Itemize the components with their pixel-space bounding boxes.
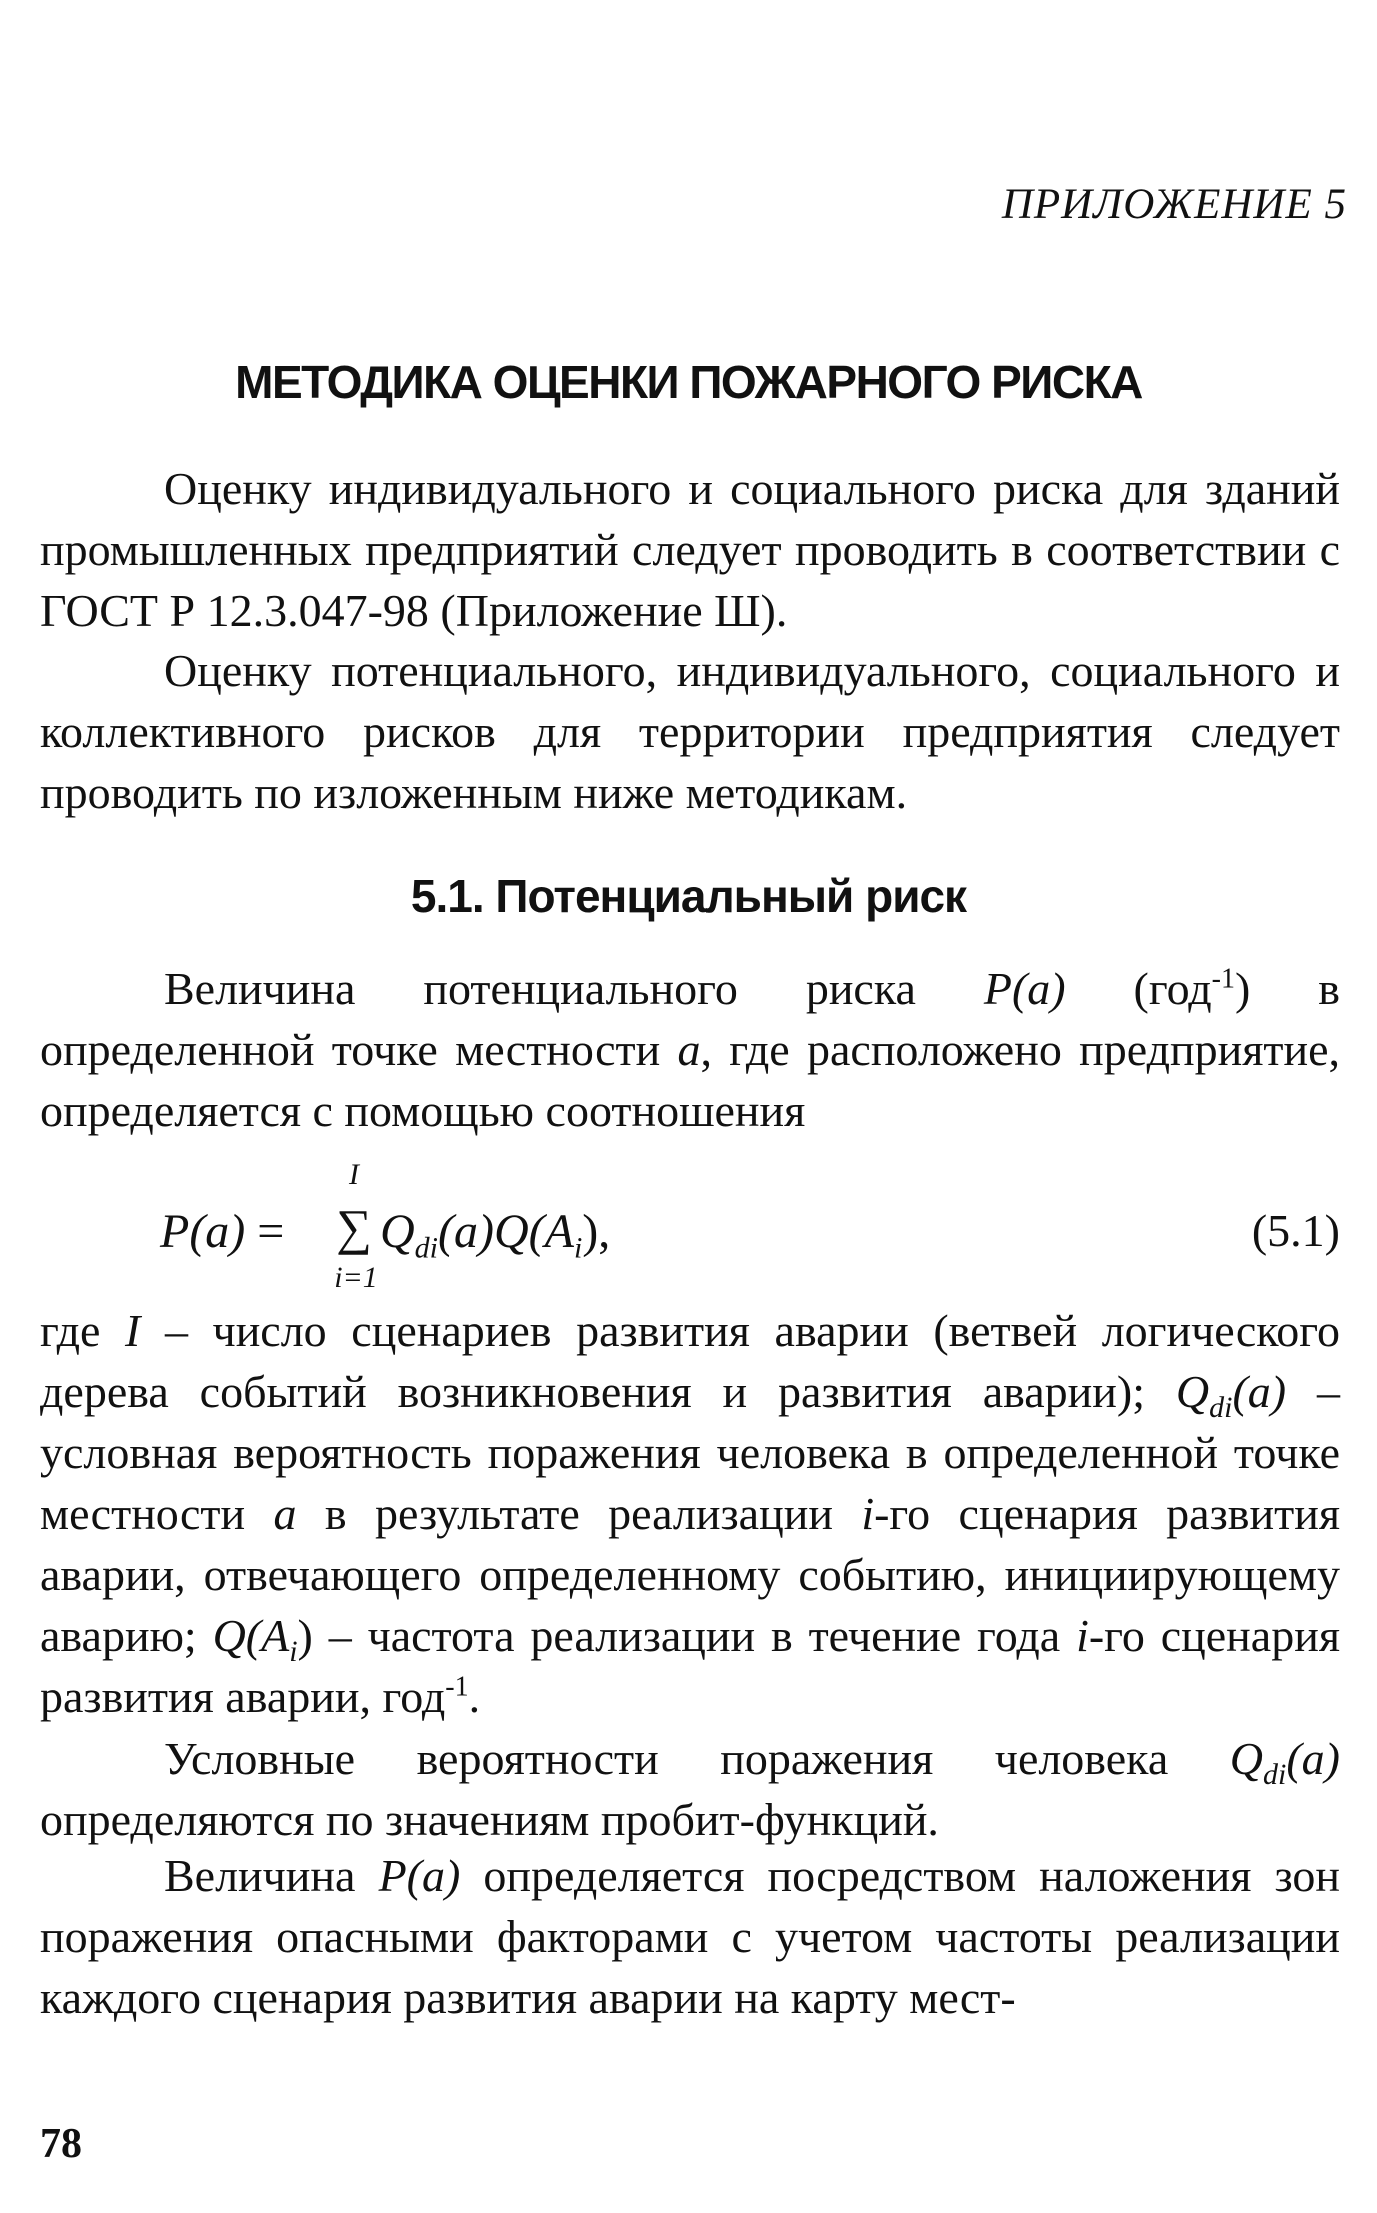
formula-number: (5.1)	[1251, 1205, 1340, 1256]
sum-upper-limit: I	[349, 1158, 359, 1191]
sigma-glyph: ∑	[336, 1199, 372, 1255]
appendix-label: ПРИЛОЖЕНИЕ 5	[1001, 181, 1347, 228]
formula-rhs: $Q_{di}(a)Q(A_i)$,	[380, 1205, 611, 1265]
page-title: МЕТОДИКА ОЦЕНКИ ПОЖАРНОГО РИСКА	[235, 356, 1142, 408]
formula-5-1	[160, 1160, 1340, 1295]
paragraph-intro-territory: Оценку потенциального, индивидуального, социального и коллективного рисков для территории предприятия следует проводить по изложенным ниже методикам.	[40, 645, 1340, 818]
paragraph-risk-mapping: Величина P(a) определяется посредством наложения зон поражения опасными факторами с учетом частоты реализации каждого сценария развития аварии на карту мест-	[40, 1850, 1340, 2023]
page-number: 78	[40, 2121, 82, 2167]
sum-symbol	[332, 1160, 376, 1295]
formula-lhs: P(a) =	[160, 1205, 285, 1258]
section-heading: 5.1. Потенциальный риск	[410, 870, 967, 922]
paragraph-formula-explanation: где I – число сценариев развития аварии (ветвей логического дерева событий возникновения и развития аварии); $Q_{di}(a)$ – условная вероятность поражения человека в определенной точке местности a в результате реализации i-го сценария развития аварии, отвечающего определенному событию, инициирующему аварию; $Q(A_i)$ – частота реализации в течение года i-го сценария развития аварии, год$^{-1}$.	[40, 1305, 1340, 1722]
paragraph-intro-buildings: Оценку индивидуального и социального риска для зданий промышленных предприятий следует проводить в соответствии с ГОСТ Р 12.3.047-98 (Приложение Ш).	[40, 463, 1340, 636]
paragraph-conditional-probabilities: Условные вероятности поражения человека $Q_{di}(a)$ определяются по значениям пробит-функций.	[40, 1733, 1340, 1845]
sum-lower-limit: i=1	[334, 1261, 378, 1294]
paragraph-potential-risk-definition: Величина потенциального риска P(a) (год$^{-1}$) в определенной точке местности a, где расположено предприятие, определяется с помощью соотношения	[40, 963, 1340, 1136]
